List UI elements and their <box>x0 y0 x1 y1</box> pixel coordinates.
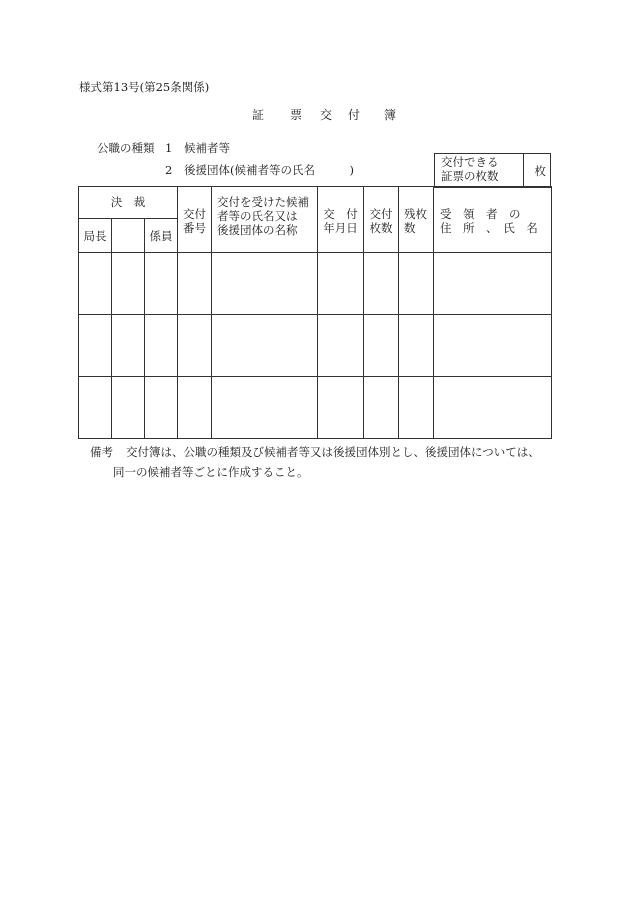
table-cell[interactable] <box>79 253 112 315</box>
issued-count-line2: 枚数 <box>369 221 393 235</box>
category-item1-no: 1 <box>165 141 173 155</box>
note-line2: 同一の候補者等ごとに作成すること。 <box>113 465 309 479</box>
issued-count-header <box>364 187 399 253</box>
table-row <box>79 377 552 439</box>
recipient-line3: 後援団体の名称 <box>217 223 298 237</box>
page-title <box>0 106 630 122</box>
receiver-header <box>434 187 552 253</box>
remaining-line2: 数 <box>404 221 416 235</box>
table-cell[interactable] <box>112 377 145 439</box>
title-char-4: 付 <box>348 108 361 122</box>
table-cell[interactable] <box>79 377 112 439</box>
recipient-line2: 者等の氏名又は <box>217 209 298 223</box>
issue-date-header <box>318 187 364 253</box>
staff-header: 係員 <box>145 219 178 253</box>
receiver-line2: 住 所 、 氏 名 <box>440 221 538 235</box>
category-item1: 候補者等 <box>184 141 230 155</box>
table-cell[interactable] <box>434 315 552 377</box>
certificate-count-box <box>434 153 551 188</box>
form-number: 様式第13号(第25条関係) <box>79 80 210 94</box>
table-cell[interactable] <box>212 253 318 315</box>
ledger-table <box>78 186 552 439</box>
table-cell[interactable] <box>318 315 364 377</box>
table-cell[interactable] <box>212 377 318 439</box>
title-char-3: 交 <box>320 108 333 122</box>
note-label: 備考 <box>90 445 113 459</box>
table-cell[interactable] <box>178 377 212 439</box>
table-cell[interactable] <box>145 253 178 315</box>
table-cell[interactable] <box>399 377 434 439</box>
title-char-5: 簿 <box>384 108 397 122</box>
approval-blank-cell <box>112 219 145 253</box>
table-cell[interactable] <box>145 315 178 377</box>
table-cell[interactable] <box>79 315 112 377</box>
table-cell[interactable] <box>434 253 552 315</box>
certificate-count-unit: 枚 <box>523 154 550 188</box>
category-label: 公職の種類 <box>97 141 155 155</box>
category-item2-no: 2 <box>165 163 173 177</box>
table-cell[interactable] <box>178 315 212 377</box>
issue-number-line1: 交付 <box>183 207 207 221</box>
receiver-line1: 受 領 者 の <box>440 207 521 221</box>
title-char-1: 証 <box>252 108 265 122</box>
issue-number-header <box>178 187 212 253</box>
title-char-2: 票 <box>290 108 303 122</box>
remaining-line1: 残枚 <box>404 207 428 221</box>
note-line1: 交付簿は、公職の種類及び候補者等又は後援団体別とし、後援団体については、 <box>126 445 540 459</box>
table-cell[interactable] <box>364 315 399 377</box>
table-cell[interactable] <box>318 253 364 315</box>
issue-date-line1: 交 付 <box>323 207 358 221</box>
table-cell[interactable] <box>112 315 145 377</box>
table-cell[interactable] <box>434 377 552 439</box>
issue-number-line2: 番号 <box>183 221 207 235</box>
category-item2: 後援団体(候補者等の氏名 ) <box>184 163 354 177</box>
table-cell[interactable] <box>364 377 399 439</box>
approval-header: 決 裁 <box>79 187 178 219</box>
table-cell[interactable] <box>145 377 178 439</box>
table-cell[interactable] <box>112 253 145 315</box>
table-cell[interactable] <box>212 315 318 377</box>
certificate-label-line2: 証票の枚数 <box>441 169 499 183</box>
table-cell[interactable] <box>364 253 399 315</box>
director-header: 局長 <box>79 219 112 253</box>
certificate-count-label <box>435 154 524 188</box>
issue-date-line2: 年月日 <box>323 221 358 235</box>
table-cell[interactable] <box>399 253 434 315</box>
recipient-line1: 交付を受けた候補 <box>217 195 310 209</box>
remaining-header <box>399 187 434 253</box>
table-cell[interactable] <box>318 377 364 439</box>
issued-count-line1: 交付 <box>369 207 393 221</box>
certificate-label-line1: 交付できる <box>441 155 499 169</box>
table-row <box>79 253 552 315</box>
table-row <box>79 315 552 377</box>
table-cell[interactable] <box>178 253 212 315</box>
recipient-header <box>212 187 318 253</box>
table-cell[interactable] <box>399 315 434 377</box>
